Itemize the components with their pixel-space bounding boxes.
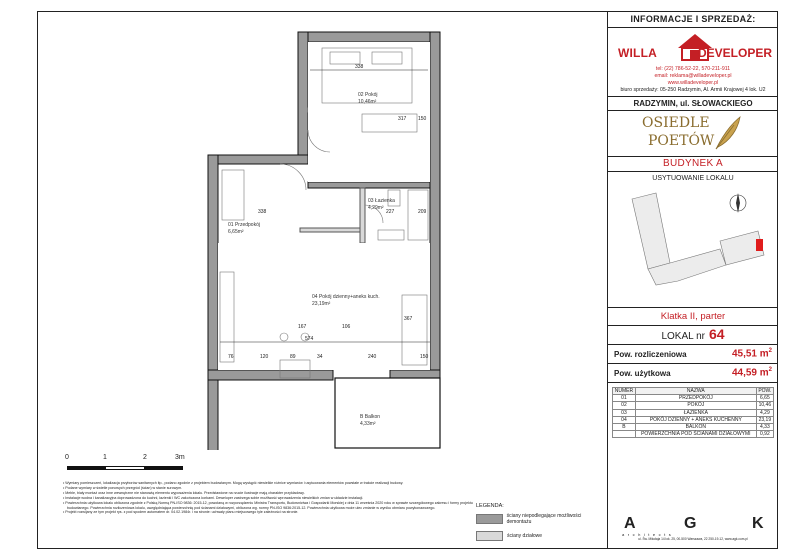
cell: 02: [613, 402, 636, 409]
notes: [63, 481, 473, 515]
cell: ŁAZIENKA: [635, 409, 756, 416]
settlement-area-label: Pow. rozliczeniowa: [614, 349, 687, 359]
sink: [378, 230, 404, 240]
wall-right: [430, 32, 440, 378]
unit-value: 64: [708, 326, 725, 342]
room-area-02: 10,46m²: [358, 99, 377, 105]
architect-letter: A: [624, 515, 636, 532]
cell: 4,29: [756, 409, 773, 416]
room-label-03: 03 Łazienka: [368, 198, 395, 204]
cell: B: [613, 424, 636, 431]
cell: POKÓJ: [635, 402, 756, 409]
room-area-b: 4,33m²: [360, 421, 376, 427]
scale-segment-1: [67, 466, 105, 470]
contact-info: [608, 66, 778, 94]
note: • Wymiary pomieszczeń, lokalizacja przyborów sanitarnych itp., podano zgodnie z projektem budowlanym. Mogą wystąpić niewielkie różnice wymiarów i usytuowania elementów powstałe w trakcie realizacji budowy.: [63, 481, 404, 485]
cell: POKÓJ DZIENNY + ANEKS KUCHENNY: [635, 416, 756, 423]
info-panel: [608, 11, 778, 549]
settlement-area: [608, 345, 778, 363]
legend-label: ściany działowe: [507, 533, 543, 539]
scale-label-3: 3m: [175, 454, 185, 461]
sq-sup: 2: [768, 348, 772, 355]
room-label-01: 01 Przedpokój: [228, 222, 260, 228]
architect-letter: K: [752, 515, 764, 532]
legend-swatch-structural: [476, 514, 503, 524]
sq-sup: 2: [768, 367, 772, 374]
scale-label-2: 2: [143, 454, 147, 461]
building-wing-left: [632, 193, 670, 269]
floor-plan: [140, 30, 460, 450]
wall-top: [298, 32, 440, 42]
unit-number: [608, 326, 778, 344]
partition-hall: [300, 228, 360, 232]
dim-label: 367: [404, 316, 413, 322]
cell: POWIERZCHNIA POD ŚCIANAMI DZIAŁOWYMI: [635, 431, 756, 438]
door-swing-hall: [280, 164, 306, 190]
feather-icon: [712, 115, 742, 151]
compass-icon: [730, 193, 746, 213]
location: RADZYMIN, ul. SŁOWACKIEGO: [633, 99, 753, 108]
cell: 04: [613, 416, 636, 423]
room-area-03: 4,29m²: [368, 205, 384, 211]
email[interactable]: email: reklama@willadeveloper.pl: [654, 73, 732, 79]
building-name: BUDYNEK A: [663, 158, 723, 169]
wall-left-upper: [298, 32, 308, 164]
scale-label-0: 0: [65, 454, 69, 461]
room-area-04: 23,19m²: [312, 301, 331, 307]
dim-label: 120: [260, 354, 269, 360]
sales-office: biuro sprzedaży: 05-250 Radzymin, Al. Armii Krajowej 4 lok. U2: [620, 87, 766, 93]
dim-label: 34: [317, 354, 323, 360]
phone: tel: (22) 786-52-22, 570-211-911: [655, 66, 731, 72]
scale-segment-2: [105, 466, 145, 470]
wall-mid-h: [308, 182, 430, 188]
note: • Projekt rozwijany ze tym projekt rys. z pod spodem automatem dr. 04.02.1984r. i na stronie: uchwały planu miejscowego tyle zależności na stronie.: [63, 510, 299, 515]
separator: [608, 27, 778, 28]
legend-title: LEGENDA:: [476, 503, 504, 509]
scale-bar: [65, 454, 185, 472]
cell: 0,92: [756, 431, 773, 438]
cell: 01: [613, 395, 636, 402]
table-header-row: [613, 388, 774, 395]
table-row: [613, 416, 774, 423]
table-row: [613, 395, 774, 402]
unit-label: LOKAL nr: [661, 331, 705, 342]
estate-name-2: POETÓW: [648, 133, 715, 149]
note: • Powierzchnia użytkowa lokalu obliczona zgodnie z Polską Normą PN-ISO 9836: 2015-12, powołaną w rozporządzeniu Ministra Transportu, Budownictwa i Gospodarki Morskiej z dnia 11 września 2020 roku w sprawie szczegółowego zakresu i formy projektu budowlanego. Powierzchnia rozliczeniowa lokalu, uwzględniająca powierzchnię pod ścianami działowymi, obliczona wg. normy PN-ISO 9836:2015-12. Powierzchnia użytkowa może ulec zmianie w wyniku obmiaru powykonawczego.: [63, 500, 473, 510]
room-label-02: 02 Pokój: [358, 92, 378, 98]
legend: [476, 503, 606, 547]
wall-hall-top: [208, 155, 308, 164]
estate-logo: [608, 111, 778, 156]
room-label-04: 04 Pokój dzienny+aneks kuch.: [312, 294, 380, 300]
apartment-highlight: [756, 239, 763, 251]
staircase-floor: Klatka II, parter: [660, 311, 726, 322]
scale-label-1: 1: [103, 454, 107, 461]
location-caption: USYTUOWANIE LOKALU: [652, 175, 734, 182]
dim-label: 574: [305, 336, 314, 342]
legend-item: [476, 531, 606, 541]
bathtub: [408, 190, 428, 240]
dim-label: 227: [386, 209, 395, 215]
estate-name-1: OSIEDLE: [642, 115, 710, 131]
architect-letter: G: [684, 515, 697, 532]
separator: [608, 382, 778, 383]
partition-bath-left: [360, 188, 365, 243]
table-header: POW.: [756, 388, 773, 395]
cell: 03: [613, 409, 636, 416]
website[interactable]: www.willadeveloper.pl: [667, 80, 719, 86]
note: • Meble, biały montaż oraz inne wewnętrzne nie stanowią elementu wyposażenia lokalu. Przedstawione na rzucie ilustracje mają charakter przykładowy.: [63, 490, 305, 495]
scale-segment-3: [145, 466, 183, 470]
dim-label: 150: [420, 354, 429, 360]
site-plan-drawing: [608, 185, 778, 307]
cell: 10,46: [756, 402, 773, 409]
architect-address: ul. Św. Mikołaja 14 lok. 25, 00-500 Warszawa, 22 250-19-12, www.agk.com.pl: [638, 537, 748, 541]
note: • Podane wymiary w świetle ponowych przegród (ścian) w stanie surowym.: [63, 485, 183, 490]
wall-bottom: [208, 370, 333, 380]
cell: 23,19: [756, 416, 773, 423]
wardrobe-hall: [222, 170, 244, 220]
legend-label: ściany niepodlegające możliwości demontażu: [506, 513, 582, 525]
table-header: NUMER: [613, 388, 636, 395]
info-header: INFORMACJE I SPRZEDAŻ:: [630, 14, 756, 24]
dim-label: 76: [228, 354, 234, 360]
logo-text-left: WILLA: [618, 46, 657, 60]
legend-item: [476, 513, 606, 525]
table-row: [613, 431, 774, 438]
dim-label: 150: [418, 116, 427, 122]
dim-label: 338: [355, 64, 364, 70]
cell: BALKON: [635, 424, 756, 431]
settlement-area-value: 45,51 m: [731, 348, 769, 360]
room-label-b: B Balkon: [360, 414, 381, 420]
cell: 6,65: [756, 395, 773, 402]
room-area-01: 6,65m²: [228, 229, 244, 235]
developer-logo: [612, 30, 774, 66]
architect-word: a r c h i t e c t s: [622, 532, 672, 537]
dim-label: 240: [368, 354, 377, 360]
legend-swatch-partition: [476, 531, 503, 541]
dim-label: 89: [290, 354, 296, 360]
dim-label: 317: [398, 116, 407, 122]
logo-text-right: DEVELOPER: [697, 46, 772, 60]
dim-label: 209: [418, 209, 427, 215]
table-row: [613, 409, 774, 416]
architect-logo: [612, 513, 774, 543]
note: • Instalacje wodna i kanalizacyjna doprowadzona do kuchni, łazienki i WC zakończona korkami. Deweloper zastrzega sobie możliwość wprowadzenia niewielkich zmian w układzie instalacji.: [63, 495, 364, 500]
cell: PRZEDPOKÓJ: [635, 395, 756, 402]
usable-area-value: 44,59 m: [731, 367, 769, 379]
usable-area-label: Pow. użytkowa: [614, 368, 671, 378]
dim-label: 167: [298, 324, 307, 330]
dim-label: 106: [342, 324, 351, 330]
room-table: [612, 387, 774, 438]
table-row: [613, 424, 774, 431]
wall-bottom-right: [390, 370, 440, 378]
cell: 4,33: [756, 424, 773, 431]
wall-left: [208, 155, 218, 450]
site-minimap: [608, 185, 778, 307]
dim-label: 338: [258, 209, 267, 215]
table-row: [613, 402, 774, 409]
usable-area: [608, 364, 778, 382]
balcony: [335, 378, 440, 448]
table-header: NAZWA: [635, 388, 756, 395]
cell: [613, 431, 636, 438]
